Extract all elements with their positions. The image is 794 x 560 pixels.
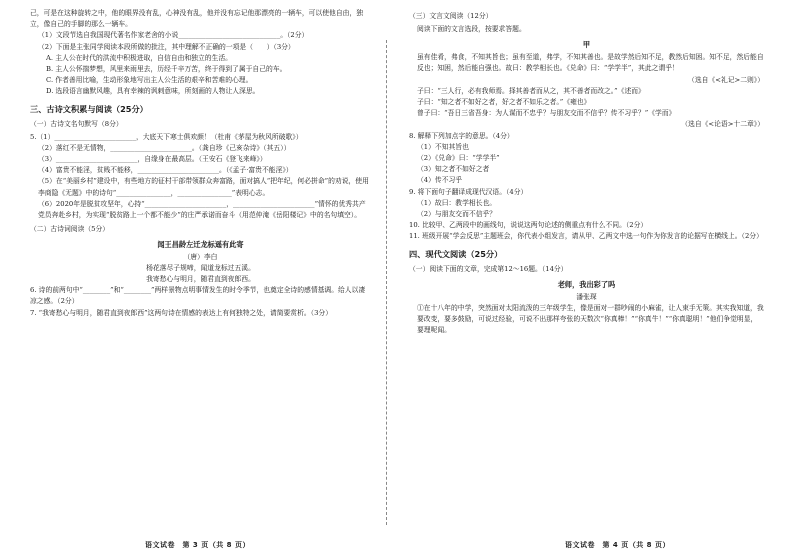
subsection-2-heading: （二）古诗词阅读（5分） [30,225,110,234]
question-8: 8. 解释下列加点字的意思。（4分） [409,131,514,140]
question-8-4: （4）传不习乎 [417,176,463,185]
question-5-4: （4）富贵不能淫，贫贱不能移，________________________。（《孟子·富贵不能淫》） [38,166,293,175]
option-a: A. 主人公在时代的洪流中积极进取，自信自由和独立的生活。 [46,53,232,62]
reading-instruction: 阅读下面的文言选段，按要求答题。 [417,25,526,33]
question-8-3: （3）知之者不如好之者 [417,165,490,174]
poem-title: 闻王昌龄左迁龙标遥有此寄 [157,240,244,250]
section-4-heading: 四、现代文阅读（25分） [409,248,503,259]
question-8-2: （2）《兑命》曰：“学学半” [417,154,500,163]
question-2: （2）下面是主张同学阅读本段所做的批注，其中理解不正确的一项是（ ）（3分） [38,42,295,51]
question-6: 6. 诗的前两句中“________”和“________”两样景物点明事情发生的时令季节，也奠定全诗的感情基调。给人以凄凉之感。（2分） [30,286,366,306]
passage-jia-text: 虽有佳肴，弗食，不知其旨也；虽有至道，弗学，不知其善也。是故学然后知不足，教然后知困。知不足，然后能自反也；知困，然后能自强也。故曰：教学相长也。《兑命》曰：“学学半”，其此之谓乎！ [417,53,764,73]
article-title: 老师，我出彩了吗 [557,279,616,289]
footer-page-3: 语文试卷 第 3 页（共 8 页） [145,541,250,549]
question-5-6: （6）2020年是脱贫攻坚年，心持“________________________，________________________”情怀的优秀共产党员奔赴乡村，为实现“脱贫路上一个都不能少”的庄严承诺而奋斗（用范仲淹《岳阳楼记》中的名句填空）。 [38,199,366,220]
left-page [0,0,383,560]
passage-jia-source: （选自《<礼记>二则》） [688,75,764,84]
question-9: 9. 将下面句子翻译成现代汉语。（4分） [409,187,528,196]
question-7: 7. “我寄愁心与明月，随君直到夜郎西”这两句诗在情感的表达上有何独特之处，请简要赏析。（3分） [30,308,332,317]
option-c: C. 作者善用比喻，生动形象地写出主人公生活的艰辛和苦难的心理。 [46,76,253,85]
passage-yi-source: （选自《<论语>十二章》） [681,120,764,129]
poem-line-1: 杨花落尽子规啼，闻道龙标过五溪。 [146,264,255,273]
passage-yi-line-1: 子曰：“三人行，必有我师焉。择其善者而从之，其不善者而改之。”《述而》 [417,86,645,95]
question-9-1: （1）故曰：教学相长也。 [417,198,497,207]
article-paragraph-1: ①在十八年的中学，突然面对太阳流泼的三年级学生，像是面对一群吵闹的小麻雀，让人束手无策。其实我知道，我要改变，要多鼓励，可说过经验，可说不出那样夸张的天数次“你真棒！”“你真牛！”“你真聪明！”他们争觉明显，要理呢闻。 [417,303,764,335]
intro-paragraph: 己，可是在这种旋转之中，他的眼界没有乱，心神没有乱，他并没有忘记他那漂亮的一辆车，可以使他自由，独立，像自己的手脚的那么一辆车。 [30,9,364,29]
subsection-4-heading: （一）阅读下面的文章，完成第12～16题。（14分） [409,264,568,273]
question-5-3: （3）________________________，自缘身在最高层。（王安石《登飞来峰》） [38,155,267,164]
question-9-2: （2）与朋友交而不信乎？ [417,210,497,219]
poem-line-2: 我寄愁心与明月，随君直到夜郎西。 [146,275,255,284]
question-8-1: （1）不知其旨也 [417,142,469,151]
question-5-5: （5）在“美丽乡村”建设中，有些地方的征村干部带领群众奔富路，面对搞人“把年纪，何必拼命”的劝说，使用李商隐《无题》中的诗句“________________，________________”表明心志。 [38,177,369,197]
section-3-heading: 三、古诗文积累与阅读（25分） [30,103,148,114]
subsection-1-heading: （一）古诗文名句默写（8分） [30,119,123,128]
question-5-2: （2）落红不是无情物，________________________。（龚自珍《己亥杂诗》（其五）） [38,143,291,152]
article-author: 潘张琛 [576,292,597,301]
question-11: 11. 班级开展“学会反思”主题班会，你代表小组发言，请从甲、乙两文中选一句作为你发言的论据写在横线上。（2分） [409,232,763,241]
page-divider [386,40,387,525]
question-10: 10. 比较甲、乙两段中的画线句，说说这两句论述的侧重点有什么不同。（2分） [409,221,648,230]
question-1: （1）文段节选自我国现代著名作家老舍的小说______________________________。（2分） [38,31,309,40]
right-page [397,0,794,560]
passage-yi-line-2: 子曰：“知之者不如好之者，好之者不如乐之者。”《雍也》 [417,98,591,107]
question-5-1: 5.（1）________________________，大底天下寒士俱欢颜！（杜甫《茅屋为秋风所破歌》） [30,132,303,141]
passage-yi-line-3: 曾子曰：“吾日三省吾身：为人谋而不忠乎？与朋友交而不信乎？传不习乎？”《学而》 [417,109,676,118]
option-d: D. 选段语言幽默风趣，具有幸辣的讽刺意味，所刻画的人物让人深思。 [46,87,260,96]
subsection-3-heading: （三）文言文阅读（12分） [409,12,493,20]
poem-author: （唐）李白 [183,253,218,262]
footer-page-4: 语文试卷 第 4 页（共 8 页） [565,541,670,549]
passage-jia-label: 甲 [582,40,591,50]
option-b: B. 主人公怀揣梦想，风里来雨里去，历经千辛万苦，终于得到了属于自己的车。 [46,65,287,74]
